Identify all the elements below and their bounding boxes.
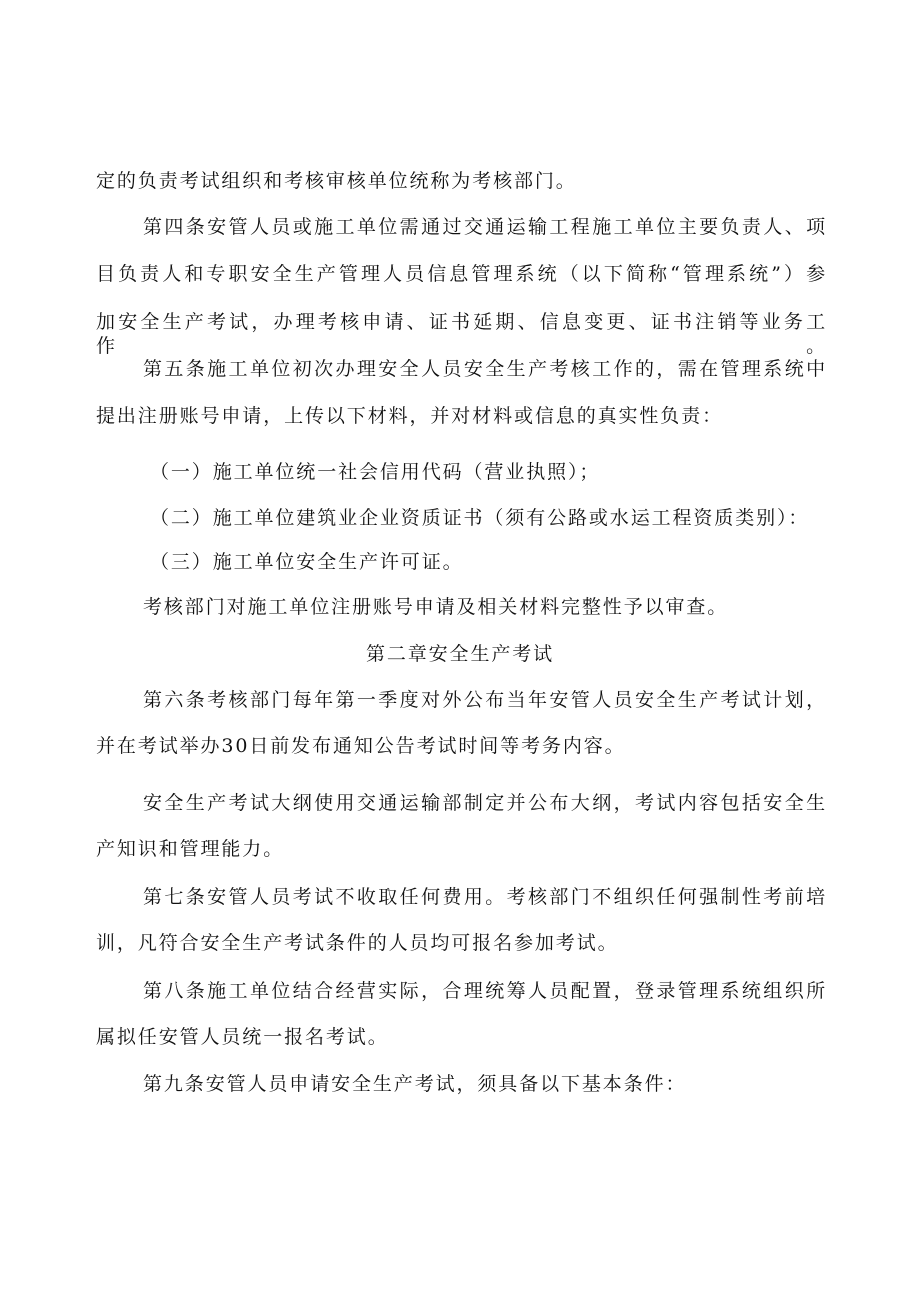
- list-item-2: （二）施工单位建筑业企业资质证书（须有公路或水运工程资质类别）：: [150, 507, 810, 529]
- text-line-10: 考核部门对施工单位注册账号申请及相关材料完整性予以审查。: [143, 596, 729, 618]
- text-line-5: 第五条施工单位初次办理安全人员安全生产考核工作的，需在管理系统中: [143, 358, 827, 380]
- text-line-12: 第六条考核部门每年第一季度对外公布当年安管人员安全生产考试计划，: [143, 689, 827, 711]
- text-line-18: 第八条施工单位结合经营实际，合理统筹人员配置，登录管理系统组织所: [143, 980, 827, 1002]
- text-line-13: 并在考试举办30日前发布通知公告考试时间等考务内容。: [96, 735, 626, 757]
- text-line-17: 训，凡符合安全生产考试条件的人员均可报名参加考试。: [96, 932, 619, 954]
- text-line-15: 产知识和管理能力。: [96, 838, 285, 860]
- list-item-3: （三）施工单位安全生产许可证。: [150, 551, 464, 573]
- list-item-1: （一）施工单位统一社会信用代码（营业执照）；: [150, 461, 601, 483]
- text-line-6: 提出注册账号申请，上传以下材料，并对材料或信息的真实性负责：: [96, 405, 724, 427]
- text-line-2: 第四条安管人员或施工单位需通过交通运输工程施工单位主要负责人、项: [143, 216, 827, 238]
- text-line-19: 属拟任安管人员统一报名考试。: [96, 1026, 389, 1048]
- chapter-heading: 第二章安全生产考试: [365, 643, 555, 665]
- text-line-1: 定的负责考试组织和考核审核单位统称为考核部门。: [96, 170, 577, 192]
- text-line-3: 目负责人和专职安全生产管理人员信息管理系统（以下简称“管理系统”）参: [96, 263, 827, 285]
- text-line-16: 第七条安管人员考试不收取任何费用。考核部门不组织任何强制性考前培: [143, 886, 827, 908]
- text-line-4: 加安全生产考试，办理考核申请、证书延期、信息变更、证书注销等业务工作。: [96, 311, 827, 357]
- text-line-20: 第九条安管人员申请安全生产考试，须具备以下基本条件：: [143, 1073, 687, 1095]
- text-line-14: 安全生产考试大纲使用交通运输部制定并公布大纲，考试内容包括安全生: [143, 792, 827, 814]
